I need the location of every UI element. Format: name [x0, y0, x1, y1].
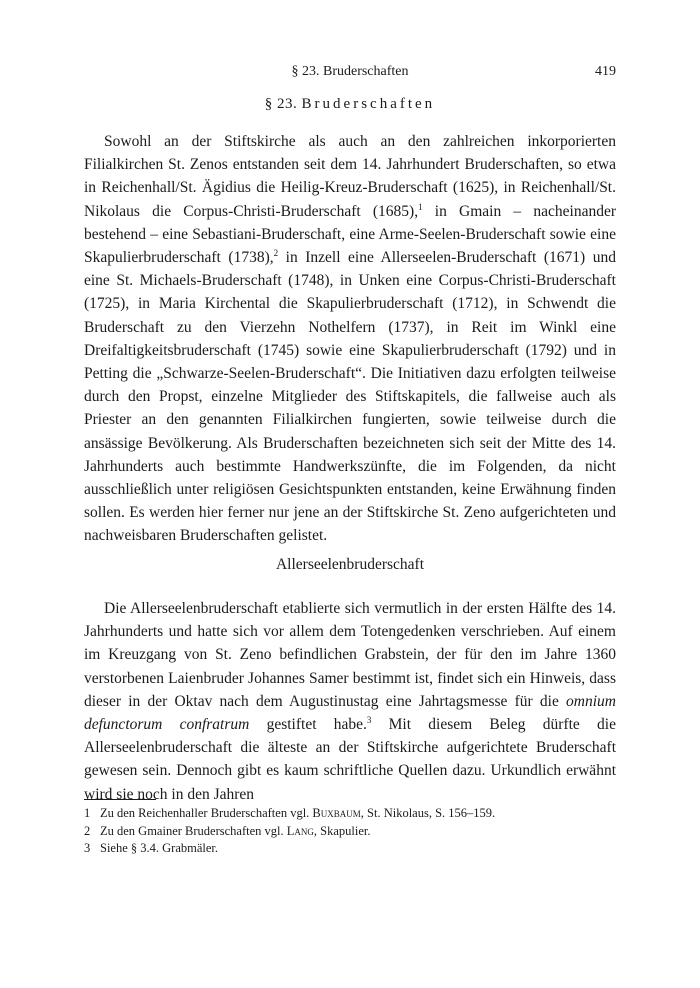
footnote-divider [84, 799, 156, 800]
footnote-text-post: , Skapulier. [313, 823, 371, 838]
intro-paragraph [84, 130, 616, 548]
footnote-1 [84, 805, 616, 823]
footnote-text: Siehe § 3.4. Grabmäler. [100, 841, 219, 855]
footnote-ref-2[interactable]: 2 [273, 247, 279, 258]
running-title: § 23. Bruderschaften [291, 64, 409, 79]
footnote-author: Buxbaum [312, 806, 361, 820]
section-prefix: § 23. [264, 96, 302, 112]
footnote-number: 2 [84, 823, 91, 838]
footnote-author: Lang [286, 823, 314, 838]
footnote-number: 3 [84, 841, 91, 855]
footnote-text-pre: Zu den Reichenhaller Bruderschaften vgl. [100, 806, 313, 820]
section-title: Bruderschaften [301, 96, 436, 112]
page-number: 419 [595, 64, 616, 79]
footnote-text [100, 823, 370, 841]
footnote-text [100, 805, 495, 823]
footnote-text-pre: Zu den Gmainer Bruderschaften vgl. [100, 823, 287, 838]
para1-text-3: in Inzell eine Allerseelen-Bruderschaft (1671) und eine St. Michaels-Bruderschaft (1748), in Unken eine Corpus-Christi-Bruderschaft (1725), in Maria Kirchental die Skapulierbruderschaft (1712), in Schwendt die Bruderschaft zu den Vierzehn Nothelfern (1737), in Reit im Winkl eine Dreifaltigkeitsbruderschaft (1745) sowie eine Skapulierbruderschaft (1792) und in Petting die „Schwarze-Seelen-Bruderschaft“. Die Initiativen dazu erfolgten teilweise durch den Propst, einzelne Mitglieder des Stiftskapitels, die fallweise auch als Priester an den genannten Filialkirchen fungierten, sowie teilweise durch die ansässige Bevölkerung. Als Bruderschaften bezeichneten sich seit der Mitte des 14. Jahrhunderts auch bestimmte Handwerkszünfte, die im Folgenden, da nicht ausschließlich unter religiösen Gesichtspunkten entstanden, keine Erwähnung finden sollen. Es werden hier ferner nur jene an der Stiftskirche St. Zeno aufgerichteten und nachweisbaren Bruderschaften gelistet. [84, 249, 616, 545]
footnote-3 [84, 840, 616, 858]
footnote-ref-1[interactable]: 1 [418, 201, 423, 212]
footnote-number: 1 [84, 806, 91, 820]
subsection-heading: Allerseelenbruderschaft [275, 556, 425, 573]
footnote-ref-3[interactable]: 3 [366, 714, 372, 725]
running-head [84, 64, 616, 84]
allerseelen-paragraph [84, 597, 616, 806]
section-heading [84, 96, 616, 113]
para2-text-1: Die Allerseelenbruderschaft etablierte sich vermutlich in der ersten Hälfte des 14. Jahrhunderts und hatte sich vor allem dem Totengedenken verschrieben. Auf einem im Kreuzgang von St. Zeno befindlichen Grabstein, der für den im Jahre 1360 verstorbenen Laienbruder Johannes Samer bestimmt ist, findet sich ein Hinweis, dass dieser in der Oktav nach dem Augustinustag eine Jahrtagsmesse für die [84, 600, 616, 710]
para1-text-2: in Gmain – nacheinander bestehend – eine Sebastiani-Bruderschaft, eine Arme-Seelen-Bruderschaft sowie eine Skapulierbruderschaft (1738), [84, 202, 616, 267]
para1-text-1: Sowohl an der Stiftskirche als auch an den zahlreichen inkorporierten Filialkirchen St. Zenos entstanden seit dem 14. Jahrhundert Bruderschaften, so etwa in Reichenhall/St. Ägidius die Heilig-Kreuz-Bruderschaft (1625), in Reichenhall/St. Nikolaus die Corpus-Christi-Bruderschaft (1685), [84, 133, 616, 220]
footnote-text-post: , St. Nikolaus, S. 156–159. [360, 806, 496, 820]
para2-text-3: Mit diesem Beleg dürfte die Allerseelenbruderschaft die älteste an der Stiftskirche aufgerichtete Bruderschaft gewesen sein. Dennoch gibt es kaum schriftliche Quellen dazu. Urkundlich erwähnt wird sie noch in den Jahren [84, 716, 616, 803]
latin-phrase: omnium defunctorum confratrum [84, 692, 616, 734]
para2-text-2: gestiftet habe. [249, 716, 367, 734]
footnote-2 [84, 823, 616, 841]
footnotes [84, 805, 616, 858]
